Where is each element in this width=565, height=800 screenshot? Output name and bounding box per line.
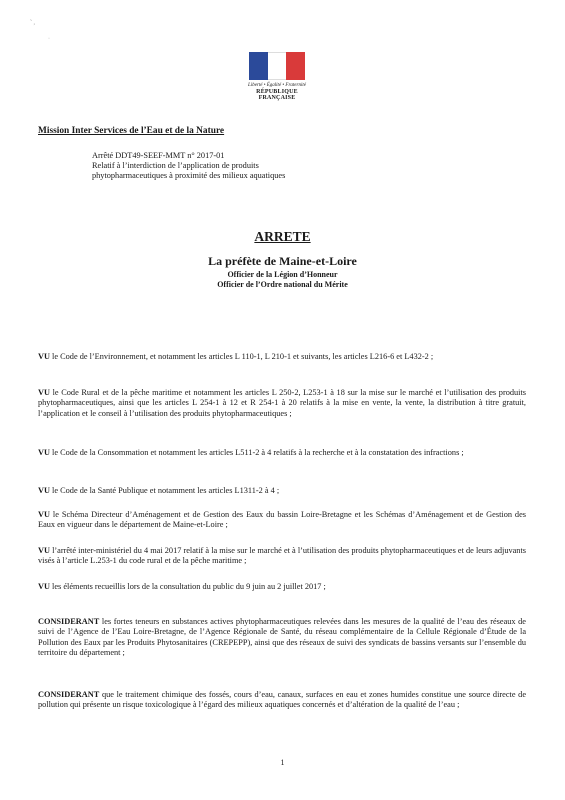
decree-reference	[92, 151, 285, 181]
page-number: 1	[280, 758, 285, 767]
vu-paragraph: VU les éléments recueillis lors de la consultation du public du 9 juin au 2 juillet 2017 ;	[38, 582, 326, 591]
vu-paragraph: VU le Code Rural et de la pêche maritime et notamment les articles L 250-2, L253-1 à 18 sur la mise sur le marché et l’utilisation des produits phytopharmaceutiques, ainsi que les articles L 254-1 à 12 et R 254-1 à 20 relatifs à la mise en vente, la vente, la distribution à titre gratuit, l’application et le conseil à l’utilisation des produits phytopharmaceutiques ;	[38, 388, 526, 418]
considerant-paragraph: CONSIDERANT que le traitement chimique des fossés, cours d’eau, canaux, surfaces en eau et zones humides constitue une source directe de pollution qui présente un risque toxicologique à l’égard des milieux aquatiques concernés et d’altération de la qualité de l’eau ;	[38, 690, 526, 710]
scan-mark: ˜ ,	[30, 20, 35, 26]
prefect-heading: La préfète de Maine-et-Loire	[208, 254, 357, 268]
honor-line: Officier de l’Ordre national du Mérite	[217, 280, 348, 289]
scan-mark: ·	[48, 36, 50, 42]
decree-subject-line: phytopharmaceutiques à proximité des milieux aquatiques	[92, 171, 286, 180]
vu-paragraph: VU le Code de la Consommation et notamment les articles L511-2 à 4 relatifs à la recherche et à la constatation des infractions ;	[38, 448, 464, 457]
prefect-honors	[0, 270, 565, 290]
mission-heading: Mission Inter Services de l’Eau et de la Nature	[38, 126, 225, 136]
republic-name: RÉPUBLIQUE FRANÇAISE	[256, 89, 298, 101]
vu-paragraph: VU le Code de la Santé Publique et notamment les articles L1311-2 à 4 ;	[38, 486, 280, 495]
republic-motto: Liberté • Égalité • Fraternité	[248, 83, 306, 88]
document-title: ARRETE	[254, 229, 311, 244]
vu-paragraph: VU le Schéma Directeur d’Aménagement et de Gestion des Eaux du bassin Loire-Bretagne et les Schémas d’Aménagement et de Gestion des Eaux en vigueur dans le département de Maine-et-Loire ;	[38, 510, 526, 530]
marianne-logo	[240, 52, 314, 101]
french-flag-icon	[249, 52, 305, 80]
vu-paragraph: VU le Code de l’Environnement, et notamment les articles L 110-1, L 210-1 et suivants, les articles L216-6 et L432-2 ;	[38, 352, 434, 361]
decree-number: Arrêté DDT49-SEEF-MMT n° 2017-01	[92, 151, 225, 160]
decree-subject-line: Relatif à l’interdiction de l’application de produits	[92, 161, 259, 170]
considerant-paragraph: CONSIDERANT les fortes teneurs en substances actives phytopharmaceutiques relevées dans les mesures de la qualité de l’eau des réseaux de suivi de l’Agence de l’Eau Loire-Bretagne, de l’Agence Régionale de Santé, du réseau complémentaire de la Cellule Régionale d’Étude de la Pollution des Eaux par les Produits Phytosanitaires (CREPEPP), ainsi que des réseaux de suivi des syndicats de bassins versants sur l’ensemble du territoire du département ;	[38, 617, 526, 658]
honor-line: Officier de la Légion d’Honneur	[227, 270, 338, 279]
vu-paragraph: VU l’arrêté inter-ministériel du 4 mai 2017 relatif à la mise sur le marché et à l’utilisation des produits phytopharmaceutiques et de leurs adjuvants visés à l’article L.253-1 du code rural et de la pêche maritime ;	[38, 546, 526, 566]
